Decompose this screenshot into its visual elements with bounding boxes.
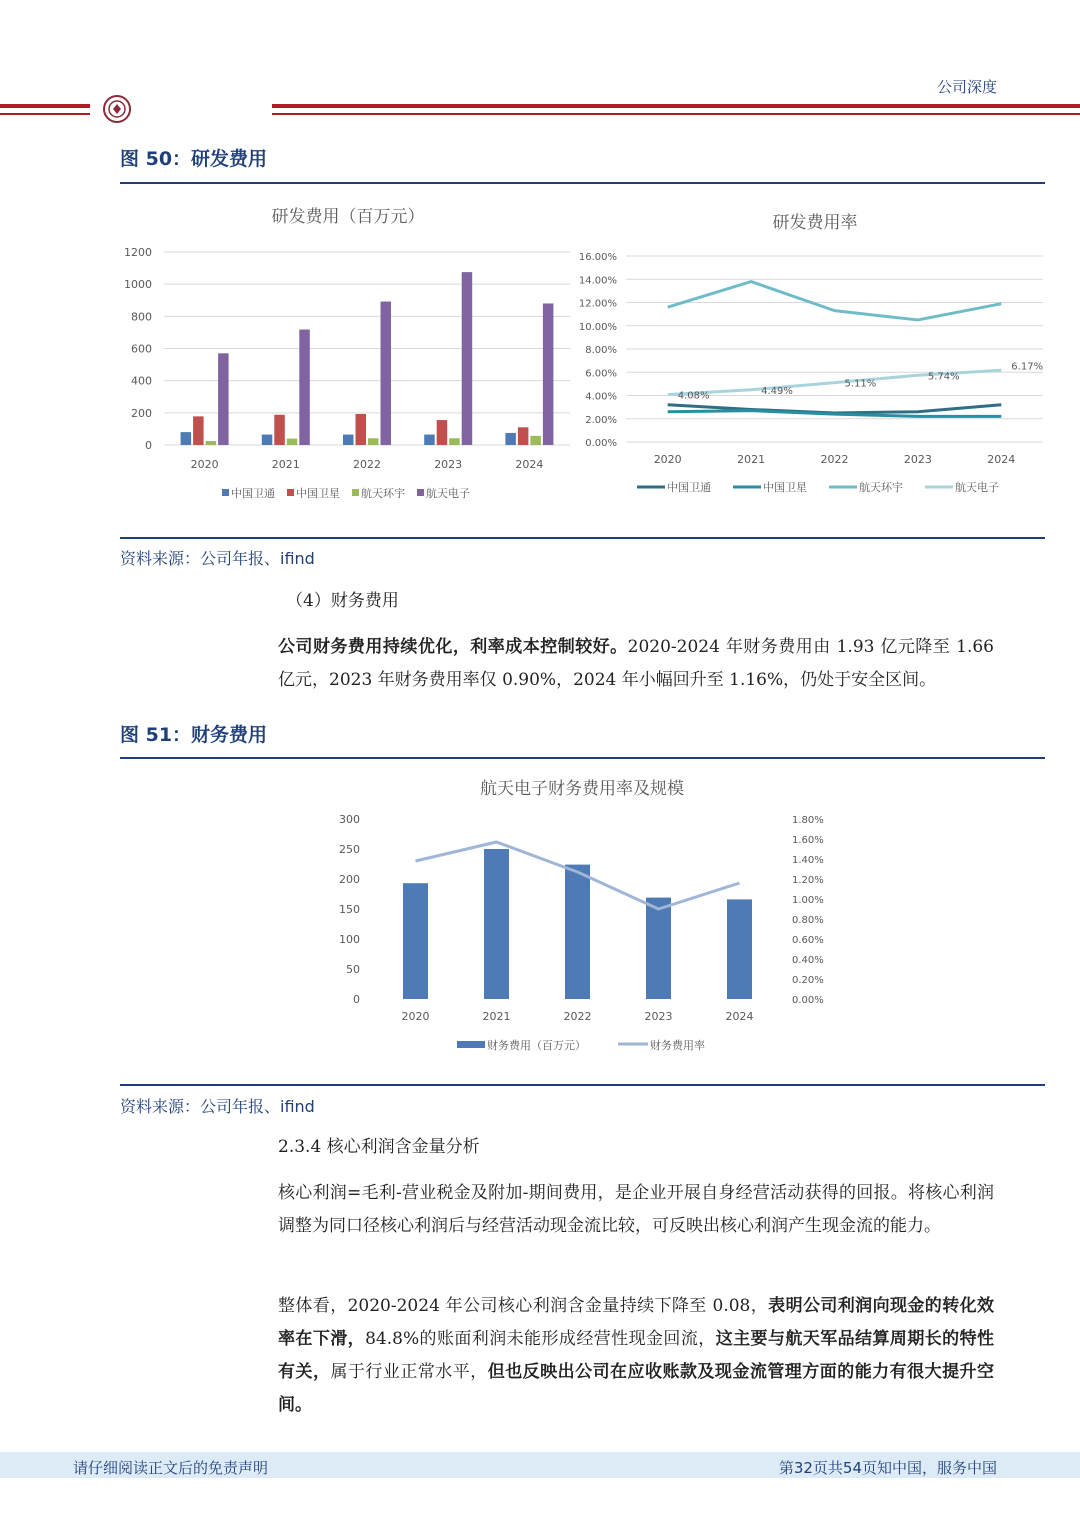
- y-tick-label: 150: [339, 903, 360, 916]
- para2-part-f: 但也反映出公司在应收账款及现金流管理方面的能力有很大提升空间。: [278, 1362, 995, 1415]
- legend-label: 航天电子: [426, 487, 470, 500]
- figure-51-top-rule: [120, 757, 1045, 759]
- series-line: [668, 282, 1002, 320]
- bar: [356, 414, 367, 445]
- x-tick-label: 2024: [515, 458, 544, 471]
- bar: [462, 272, 473, 445]
- bar: [287, 439, 298, 445]
- figure-50-title: 图 50：研发费用: [120, 148, 268, 170]
- y-tick-label: 800: [131, 310, 152, 324]
- para2-part-e: 属于行业正常水平，: [330, 1362, 488, 1382]
- header-band-left: [0, 104, 90, 108]
- bar: [530, 436, 541, 445]
- bar: [274, 415, 285, 445]
- y-tick-label: 400: [131, 374, 152, 388]
- y2-tick-label: 1.40%: [792, 855, 824, 866]
- legend-label: 财务费用（百万元）: [487, 1039, 586, 1052]
- legend-swatch: [352, 489, 359, 496]
- para2-part-a: 整体看，2020-2024 年公司核心利润含金量持续下降至 0.08，: [278, 1296, 769, 1316]
- figure-51-title: 图 51：财务费用: [120, 724, 268, 746]
- data-label: 4.49%: [761, 385, 793, 397]
- y-tick-label: 1200: [124, 246, 152, 259]
- legend-label: 航天电子: [955, 481, 999, 494]
- y-tick-label: 100: [339, 933, 360, 946]
- section-234-paragraph-1: 核心利润=毛利-营业税金及附加-期间费用，是企业开展自身经营活动获得的回报。将核心利润调整为同口径核心利润后与经营活动现金流比较，可反映出核心利润产生现金流的能力。: [278, 1183, 994, 1236]
- data-label: 6.17%: [1011, 361, 1044, 373]
- y-tick-label: 250: [339, 843, 360, 856]
- x-tick-label: 2022: [563, 1010, 592, 1023]
- legend-label: 中国卫通: [231, 487, 275, 500]
- bar: [193, 416, 204, 445]
- y-tick-label: 1000: [124, 278, 152, 292]
- y-tick-label: 0: [145, 439, 152, 452]
- bar: [181, 432, 192, 445]
- y-tick-label: 12.00%: [578, 298, 617, 310]
- footer-disclaimer: 请仔细阅读正文后的免责声明: [73, 1459, 269, 1477]
- y-tick-label: 8.00%: [585, 345, 617, 356]
- y-tick-label: 0: [353, 993, 360, 1006]
- x-tick-label: 2021: [737, 453, 766, 466]
- chart-title: 研发费用（百万元）: [271, 207, 425, 227]
- y-tick-label: 0.00%: [585, 438, 617, 449]
- bar: [218, 353, 229, 445]
- legend-swatch: [287, 489, 294, 496]
- y-tick-label: 600: [131, 342, 152, 356]
- figure-50-source: 资料来源：公司年报、ifind: [120, 549, 315, 568]
- y-tick-label: 16.00%: [578, 252, 617, 263]
- y2-tick-label: 0.20%: [792, 975, 824, 986]
- header-band-right-thin: [272, 113, 1080, 115]
- x-tick-label: 2024: [987, 453, 1016, 466]
- bar: [518, 427, 529, 445]
- y-tick-label: 300: [339, 813, 360, 826]
- x-tick-label: 2022: [820, 453, 849, 466]
- x-tick-label: 2023: [644, 1010, 673, 1023]
- legend-label: 中国卫星: [296, 487, 340, 500]
- chart-title: 航天电子财务费用率及规模: [480, 779, 684, 799]
- header-band-left-thin: [0, 113, 90, 115]
- figure-51-source: 资料来源：公司年报、ifind: [120, 1097, 315, 1116]
- y-tick-label: 14.00%: [578, 275, 617, 287]
- bar: [505, 433, 516, 445]
- legend-label: 中国卫通: [667, 481, 711, 494]
- legend-swatch: [222, 489, 229, 496]
- data-label: 4.08%: [677, 390, 710, 402]
- bar: [449, 438, 460, 445]
- legend-label: 航天环宇: [361, 487, 405, 500]
- para2-part-b: 表明公司利润向现金的转化效率在下滑，: [278, 1296, 994, 1349]
- legend-label: 中国卫星: [763, 481, 807, 494]
- header-band-right: [272, 104, 1080, 108]
- y-tick-label: 200: [339, 873, 360, 886]
- x-tick-label: 2023: [903, 453, 932, 466]
- bar: [424, 435, 435, 445]
- para2-part-c: 84.8%的账面利润未能形成经营性现金回流，: [365, 1329, 716, 1349]
- bar: [299, 330, 310, 445]
- rd-expense-bar-chart: [120, 190, 570, 510]
- section-234-paragraph-2: [278, 1290, 994, 1422]
- y2-tick-label: 0.00%: [792, 995, 824, 1006]
- bar: [381, 302, 392, 445]
- bar: [403, 883, 428, 999]
- legend-label: 航天环宇: [859, 481, 903, 494]
- y-tick-label: 10.00%: [578, 321, 617, 333]
- y2-tick-label: 1.00%: [792, 895, 824, 906]
- para2-part-d: 这主要与航天军品结算周期长的特性有关，: [278, 1329, 994, 1382]
- x-tick-label: 2024: [725, 1010, 754, 1023]
- bar: [565, 865, 590, 999]
- x-tick-label: 2020: [190, 458, 219, 471]
- bar: [727, 899, 752, 999]
- y2-tick-label: 0.60%: [792, 935, 824, 946]
- legend-swatch: [417, 489, 424, 496]
- x-tick-label: 2021: [482, 1010, 511, 1023]
- header-section-label: 公司深度: [936, 78, 997, 96]
- y-tick-label: 4.00%: [585, 391, 617, 403]
- finance-expense-combo-chart: [320, 770, 850, 1060]
- y-tick-label: 2.00%: [585, 414, 617, 426]
- bar: [343, 435, 354, 445]
- bar: [484, 849, 509, 999]
- rd-rate-line-chart: [575, 190, 1055, 510]
- bar: [368, 438, 379, 445]
- y2-tick-label: 1.20%: [792, 875, 824, 886]
- section-4-bold-lead: 公司财务费用持续优化，利率成本控制较好。: [278, 637, 628, 657]
- figure-50-bottom-rule: [120, 537, 1045, 539]
- section-234-heading: 2.3.4 核心利润含金量分析: [278, 1137, 480, 1157]
- bar: [437, 420, 448, 445]
- section-4-text: 2020-2024 年财务费用由 1.93 亿元降至 1.66 亿元，2023 年财务费用率仅 0.90%，2024 年小幅回升至 1.16%，仍处于安全区间。: [278, 637, 995, 690]
- y2-tick-label: 1.80%: [792, 815, 824, 826]
- y2-tick-label: 0.80%: [792, 915, 824, 926]
- section-4-heading: （4）财务费用: [286, 591, 399, 611]
- x-tick-label: 2022: [353, 458, 381, 471]
- figure-50-top-rule: [120, 182, 1045, 184]
- data-label: 5.11%: [844, 378, 877, 390]
- footer-page-info: 第32页共54页知中国，服务中国: [778, 1459, 997, 1477]
- y2-tick-label: 0.40%: [792, 955, 824, 966]
- university-logo: [102, 94, 262, 126]
- bar: [262, 435, 273, 445]
- bar: [646, 898, 671, 999]
- bar: [206, 441, 217, 445]
- y2-tick-label: 1.60%: [792, 835, 824, 846]
- bar: [543, 303, 554, 445]
- legend-label: 财务费用率: [650, 1039, 705, 1052]
- chart-title: 研发费用率: [772, 213, 858, 233]
- y-tick-label: 50: [346, 963, 360, 976]
- x-tick-label: 2021: [271, 458, 300, 471]
- section-4-paragraph: [278, 631, 994, 697]
- y-tick-label: 200: [131, 406, 152, 420]
- legend-swatch: [457, 1041, 485, 1048]
- x-tick-label: 2020: [401, 1010, 430, 1023]
- figure-51-bottom-rule: [120, 1084, 1045, 1086]
- x-tick-label: 2023: [434, 458, 463, 471]
- data-label: 5.74%: [927, 371, 960, 383]
- y-tick-label: 6.00%: [585, 368, 617, 380]
- x-tick-label: 2020: [653, 453, 682, 466]
